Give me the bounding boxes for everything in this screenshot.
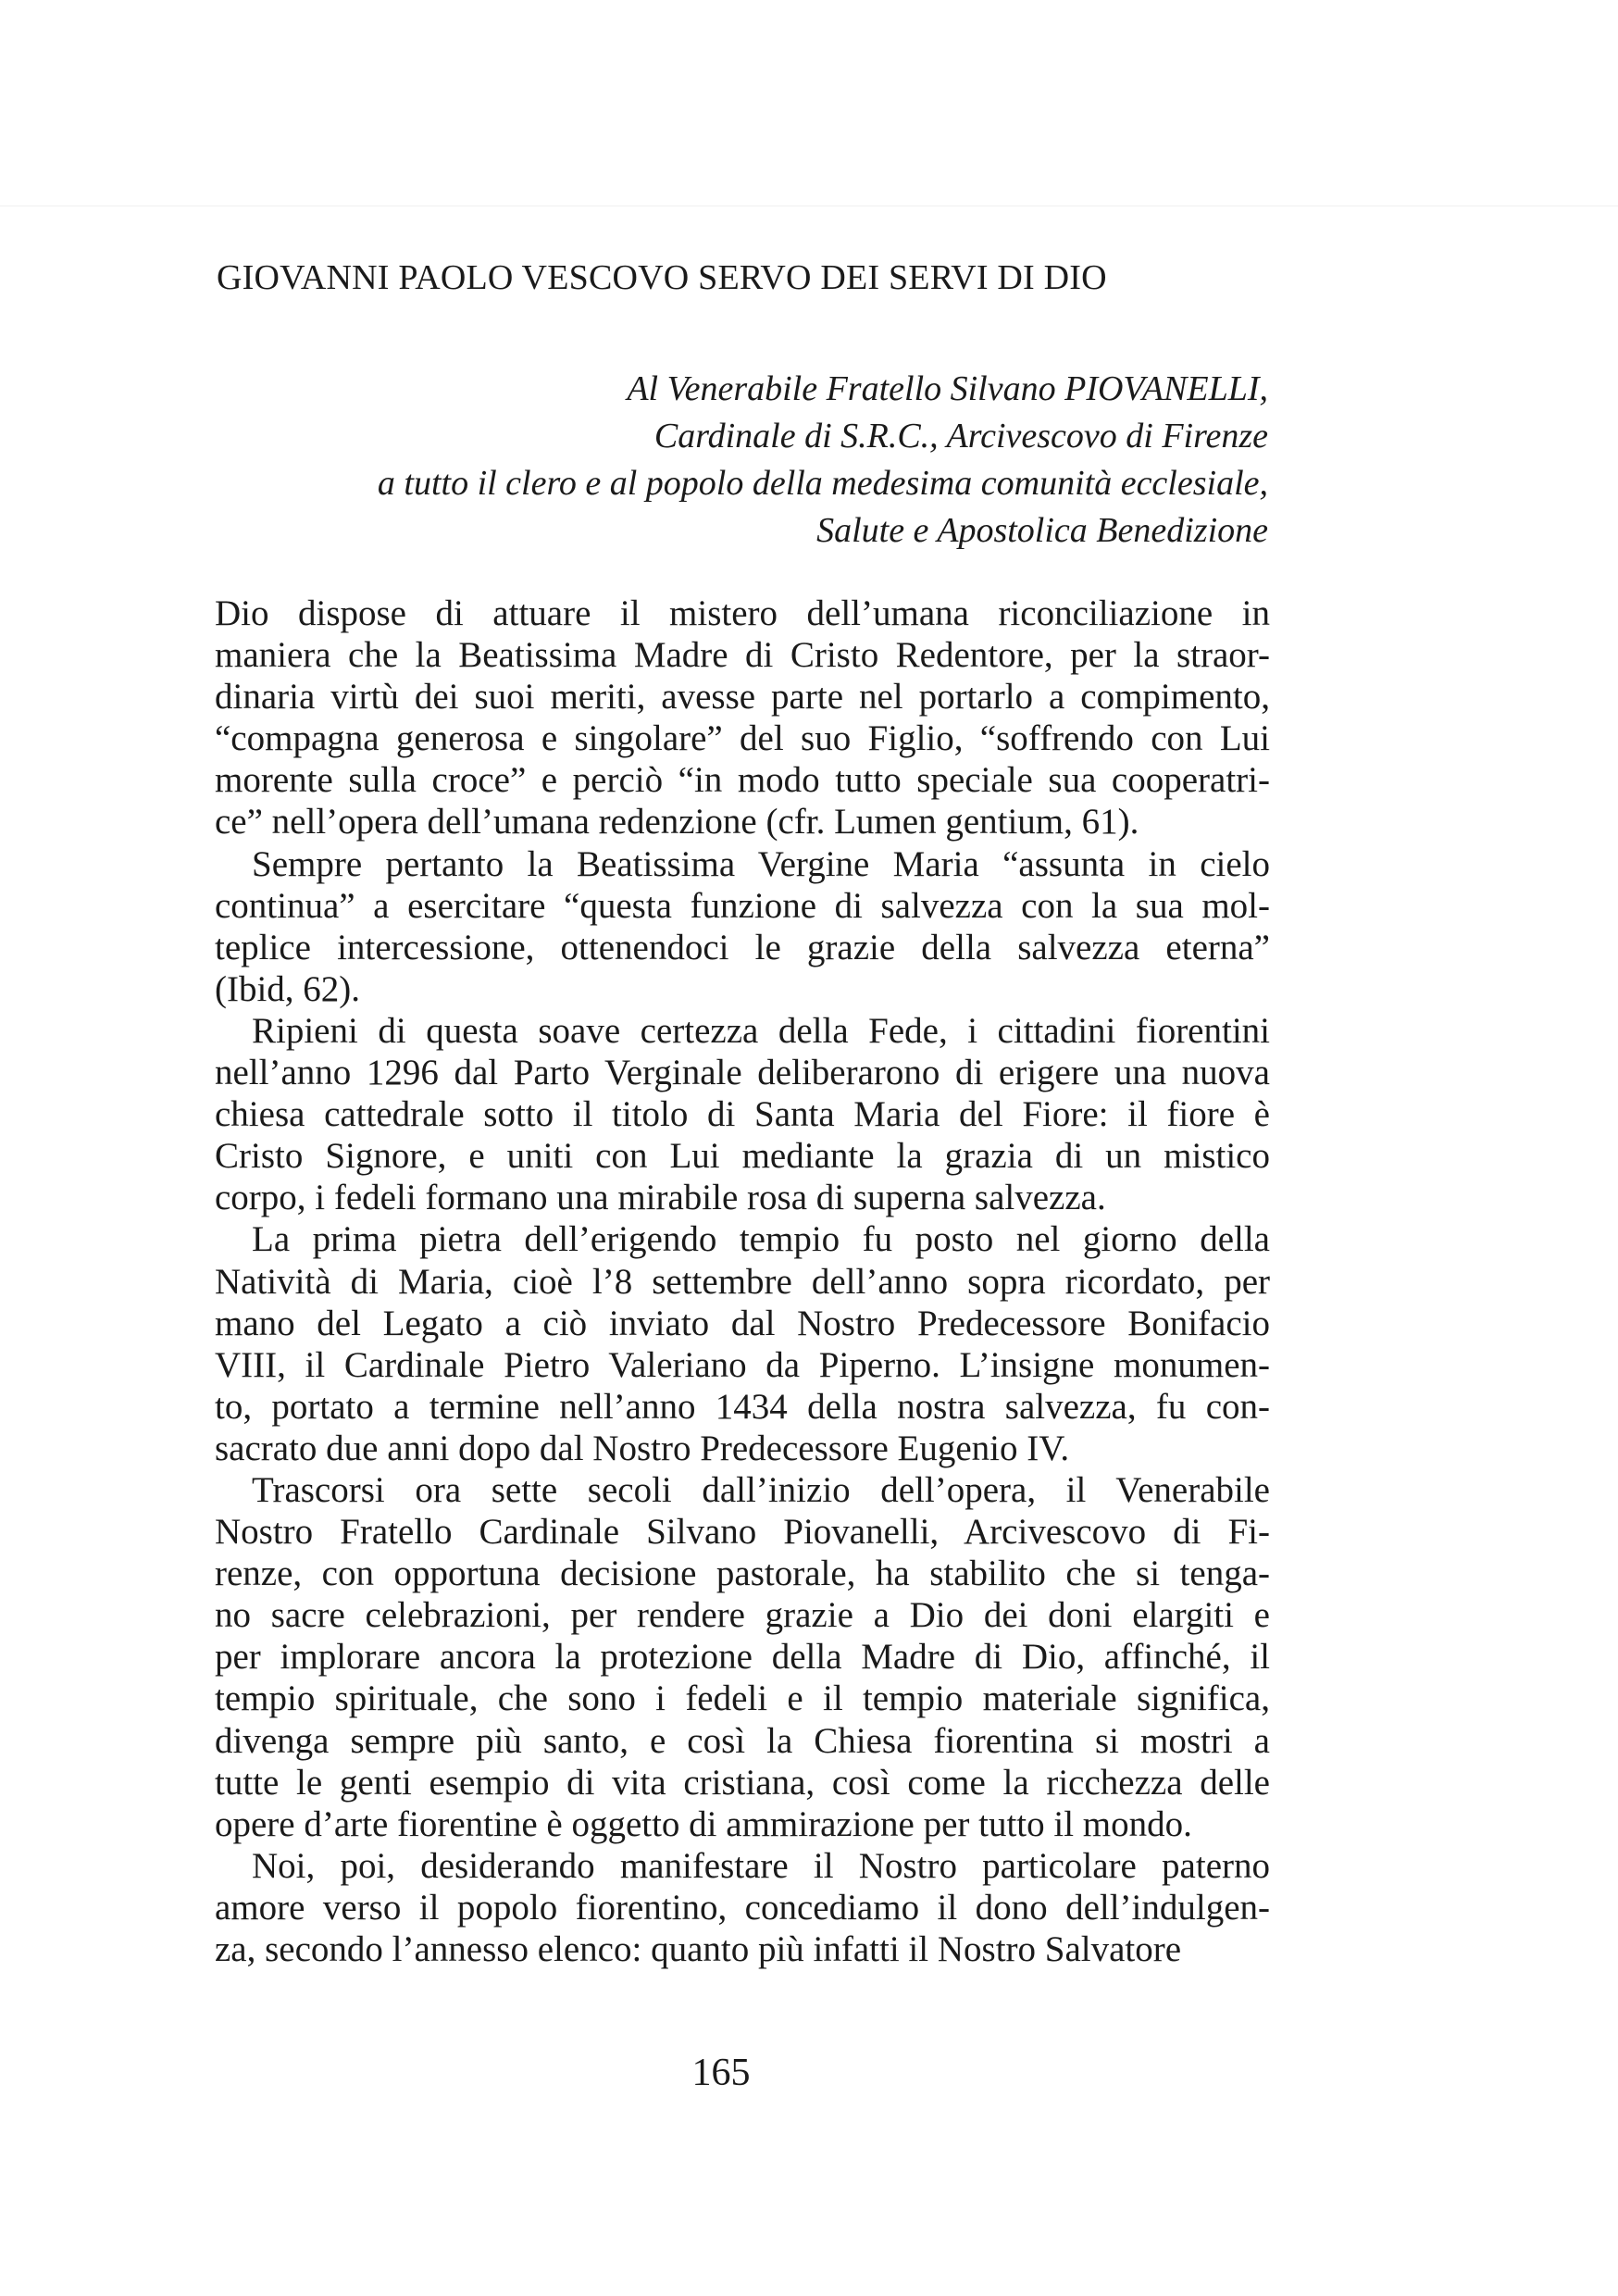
text-line: per implorare ancora la protezione della Madre di Dio, affinché, il: [215, 1637, 1270, 1678]
text-line: Ripieni di questa soave certezza della Fede, i cittadini fiorentini: [252, 1010, 1270, 1051]
text-line: nell’anno 1296 dal Parto Verginale deliberarono di erigere una nuova: [215, 1053, 1270, 1093]
paragraph: [215, 1218, 1270, 1469]
paragraph: [215, 843, 1270, 1010]
paragraph: [215, 593, 1270, 843]
text-line: continua” a esercitare “questa funzione di salvezza con la sua mol-: [215, 885, 1270, 926]
text-line: teplice intercessione, ottenendoci le grazie della salvezza eterna”: [215, 927, 1270, 967]
text-line: za, secondo l’annesso elenco: quanto più infatti il Nostro Salvatore: [215, 1929, 1182, 1969]
text-line: tutte le genti esempio di vita cristiana, così come la ricchezza delle: [215, 1762, 1270, 1803]
paragraph: [215, 1010, 1270, 1218]
page-number: 165: [691, 2052, 751, 2094]
paragraph: [215, 1845, 1270, 1970]
text-line: Cristo Signore, e uniti con Lui mediante la grazia di un mistico: [215, 1136, 1270, 1177]
body-text: [215, 593, 1270, 1970]
document-title: GIOVANNI PAOLO VESCOVO SERVO DEI SERVI DI DIO: [217, 258, 1107, 297]
text-line: (Ibid, 62).: [215, 968, 361, 1009]
text-line: no sacre celebrazioni, per rendere grazie a Dio dei doni elargiti e: [215, 1595, 1270, 1636]
address-line: a tutto il clero e al popolo della medesima comunità ecclesiale,: [377, 464, 1268, 503]
address-block: [378, 366, 1268, 555]
text-line: to, portato a termine nell’anno 1434 della nostra salvezza, fu con-: [215, 1386, 1270, 1427]
paragraph: [215, 1469, 1270, 1845]
text-line: morente sulla croce” e perciò “in modo tutto speciale sua cooperatri-: [215, 760, 1270, 801]
text-line: mano del Legato a ciò inviato dal Nostro Predecessore Bonifacio: [215, 1303, 1270, 1343]
text-line: Trascorsi ora sette secoli dall’inizio dell’opera, il Venerabile: [252, 1469, 1270, 1510]
text-line: VIII, il Cardinale Pietro Valeriano da Piperno. L’insigne monumen-: [215, 1344, 1270, 1385]
address-line: Cardinale di S.R.C., Arcivescovo di Firenze: [653, 417, 1268, 455]
text-line: ce” nell’opera dell’umana redenzione (cfr. Lumen gentium, 61).: [215, 802, 1139, 842]
text-line: amore verso il popolo fiorentino, concediamo il dono dell’indulgen-: [215, 1887, 1270, 1928]
text-line: divenga sempre più santo, e così la Chiesa fiorentina si mostri a: [215, 1720, 1270, 1761]
address-line: Salute e Apostolica Benedizione: [816, 511, 1268, 550]
text-line: Nostro Fratello Cardinale Silvano Piovanelli, Arcivescovo di Fi-: [215, 1512, 1270, 1553]
text-line: Natività di Maria, cioè l’8 settembre dell’anno sopra ricordato, per: [215, 1261, 1270, 1302]
text-line: opere d’arte fiorentine è oggetto di ammirazione per tutto il mondo.: [215, 1803, 1192, 1844]
text-line: Dio dispose di attuare il mistero dell’umana riconciliazione in: [215, 593, 1270, 633]
text-line: “compagna generosa e singolare” del suo Figlio, “soffrendo con Lui: [215, 718, 1270, 759]
text-line: maniera che la Beatissima Madre di Cristo Redentore, per la straor-: [215, 635, 1270, 676]
text-line: corpo, i fedeli formano una mirabile rosa di superna salvezza.: [215, 1178, 1106, 1218]
text-line: dinaria virtù dei suoi meriti, avesse parte nel portarlo a compimento,: [215, 677, 1270, 718]
text-line: sacrato due anni dopo dal Nostro Predecessore Eugenio IV.: [215, 1428, 1070, 1468]
text-line: renze, con opportuna decisione pastorale, ha stabilito che si tenga-: [215, 1554, 1270, 1594]
text-line: La prima pietra dell’erigendo tempio fu posto nel giorno della: [252, 1219, 1270, 1260]
address-line: Al Venerabile Fratello Silvano PIOVANELLI,: [627, 369, 1268, 408]
text-line: Sempre pertanto la Beatissima Vergine Maria “assunta in cielo: [252, 843, 1270, 884]
text-line: chiesa cattedrale sotto il titolo di Santa Maria del Fiore: il fiore è: [215, 1094, 1270, 1135]
text-line: tempio spirituale, che sono i fedeli e il tempio materiale significa,: [215, 1678, 1270, 1719]
text-line: Noi, poi, desiderando manifestare il Nostro particolare paterno: [252, 1845, 1270, 1886]
